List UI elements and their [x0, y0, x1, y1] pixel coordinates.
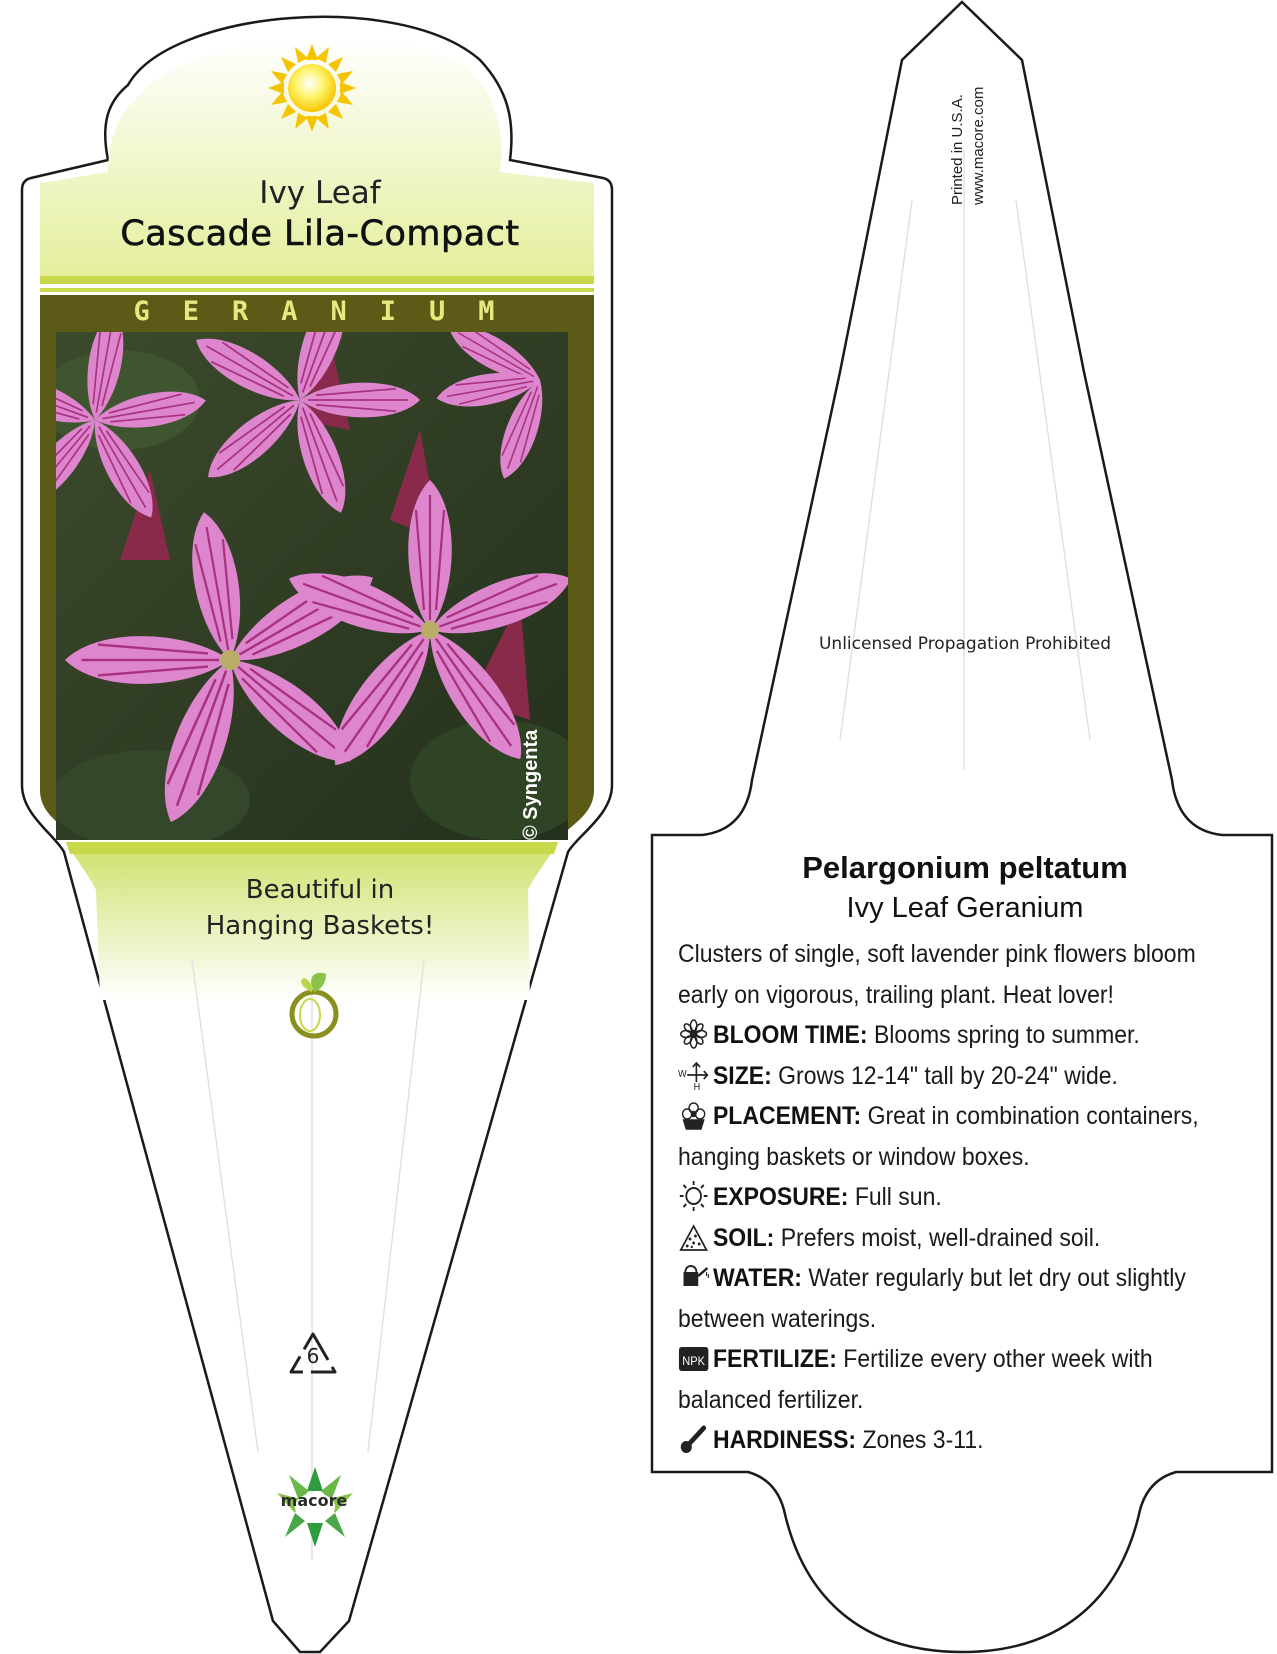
npk-icon [678, 1343, 709, 1373]
care-item-exposure [678, 1177, 1248, 1218]
care-item-size [678, 1056, 1248, 1097]
plant-category: GERANIUM [133, 296, 528, 327]
npk-icon-text: NPK [682, 1355, 705, 1369]
sun-outline-icon [678, 1181, 709, 1211]
photo-credit: © Syngenta [520, 729, 542, 840]
variety-title: Cascade Lila-Compact [120, 214, 520, 254]
hardiness-label: HARDINESS: [712, 1426, 857, 1454]
placement-icon [678, 1100, 709, 1130]
size-icon [678, 1060, 709, 1090]
watering-can-icon [678, 1262, 709, 1292]
propagation-notice: Unlicensed Propagation Prohibited [818, 634, 1111, 654]
care-item-bloom [678, 1015, 1248, 1056]
thermometer-icon [678, 1424, 709, 1454]
tagline-line-1: Beautiful in [245, 875, 395, 905]
water-label: WATER: [712, 1264, 802, 1292]
care-item-placement [678, 1096, 1248, 1177]
care-info [678, 934, 1248, 1461]
flower-icon [678, 1019, 709, 1049]
fertilize-text: Fertilize every other week with balanced fertilizer. [678, 1345, 1153, 1414]
recycle-code: 6 [306, 1344, 320, 1368]
variety-subtitle: Ivy Leaf [259, 175, 381, 211]
seed-logo-icon [286, 968, 342, 1040]
care-item-hardiness [678, 1420, 1248, 1461]
water-text: Water regularly but let dry out slightly between waterings. [678, 1264, 1186, 1333]
size-text: Grows 12-14" tall by 20-24" wide. [778, 1061, 1118, 1090]
placement-text: Great in combination containers, hanging baskets or window boxes. [678, 1102, 1199, 1171]
website: www.macore.com [970, 86, 987, 205]
care-item-water [678, 1258, 1248, 1339]
bloom-label: BLOOM TIME: [712, 1021, 868, 1049]
soil-text: Prefers moist, well-drained soil. [780, 1223, 1101, 1252]
soil-icon [678, 1222, 709, 1252]
botanical-name: Pelargonium peltatum [802, 850, 1128, 885]
care-item-soil [678, 1218, 1248, 1259]
brand-name: macore [280, 1491, 348, 1510]
printed-in: Printed in U.S.A. [949, 94, 966, 205]
description: Clusters of single, soft lavender pink flowers bloom early on vigorous, trailing plant. Heat lover! [678, 940, 1196, 1009]
size-icon-h: H [693, 1081, 701, 1090]
bloom-text: Blooms spring to summer. [873, 1021, 1140, 1049]
tagline [0, 872, 640, 944]
care-item-fertilize [678, 1339, 1248, 1420]
sun-icon [268, 44, 356, 132]
common-name: Ivy Leaf Geranium [846, 892, 1084, 924]
geranium-photo [0, 281, 590, 850]
size-icon-w: W [678, 1068, 687, 1080]
size-label: SIZE: [712, 1061, 772, 1090]
tagline-line-2: Hanging Baskets! [205, 911, 435, 941]
exposure-label: EXPOSURE: [712, 1183, 849, 1211]
placement-label: PLACEMENT: [712, 1102, 862, 1130]
soil-label: SOIL: [712, 1223, 775, 1252]
print-info [947, 87, 989, 205]
fertilize-label: FERTILIZE: [712, 1345, 837, 1373]
exposure-text: Full sun. [854, 1183, 942, 1211]
hardiness-text: Zones 3-11. [862, 1426, 984, 1454]
